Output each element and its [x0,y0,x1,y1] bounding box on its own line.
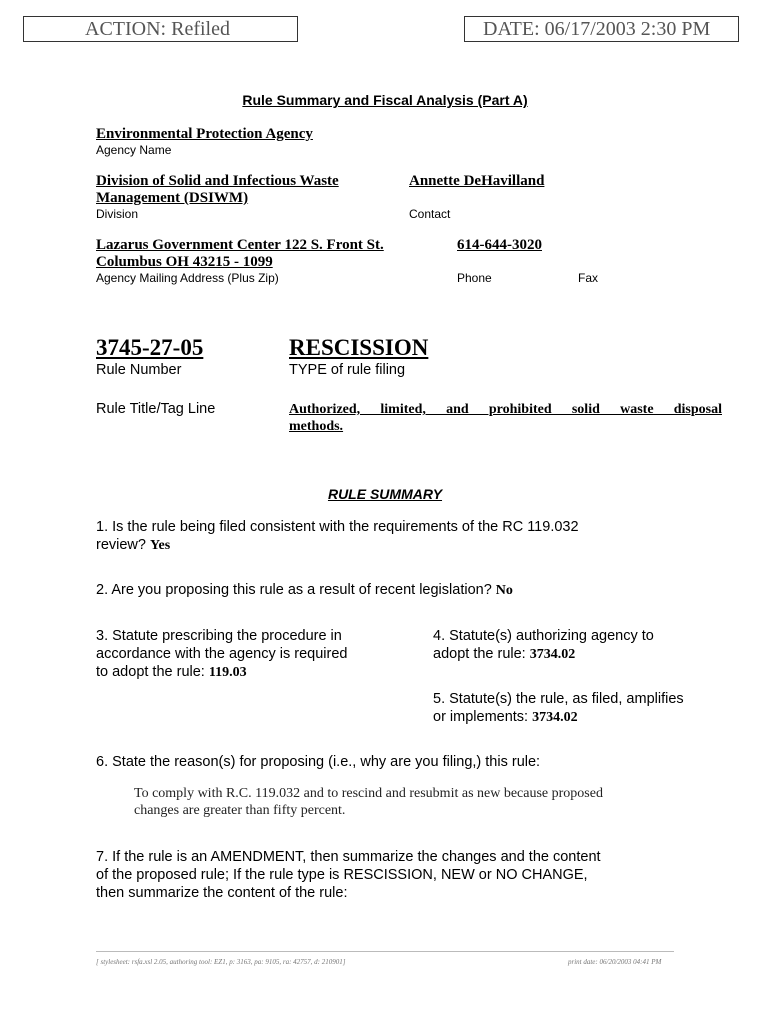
q4-line2 [433,645,575,664]
q5-line2 [433,708,578,727]
date-box: DATE: 06/17/2003 2:30 PM [464,16,739,42]
address-line2: Columbus OH 43215 - 1099 [96,254,273,270]
address-line1: Lazarus Government Center 122 S. Front St. [96,237,384,253]
rule-number: 3745-27-05 [96,335,204,360]
q6: 6. State the reason(s) for proposing (i.e., why are you filing,) this rule: [96,754,541,770]
fax-label: Fax [578,271,599,285]
q1-answer: Yes [150,538,171,553]
q2-answer: No [495,583,513,598]
q1-line2-text: review? [96,537,146,553]
q3-line2: accordance with the agency is required [96,646,348,662]
address-label: Agency Mailing Address (Plus Zip) [96,271,279,285]
q3-line3 [96,663,247,682]
footer-rule [96,951,674,952]
division-line1: Division of Solid and Infectious Waste [96,173,339,189]
q2 [96,581,513,600]
division-line2: Management (DSIWM) [96,190,249,206]
footer-print-date: print date: 06/20/2003 04:41 PM [568,958,662,966]
agency-name-label: Agency Name [96,143,172,157]
q5-line1: 5. Statute(s) the rule, as filed, amplifies [433,691,684,707]
q1-line2 [96,536,170,555]
footer-stylesheet: [ stylesheet: rsfa.xsl 2.05, authoring tool: EZ1, p: 3163, pa: 9105, ra: 42757, d: 210901] [96,958,346,966]
q3-line3-text: to adopt the rule: [96,664,205,680]
q4-answer: 3734.02 [529,647,576,662]
q7-line1: 7. If the rule is an AMENDMENT, then summarize the changes and the content [96,849,601,865]
phone-number: 614-644-3020 [457,237,542,253]
division-label: Division [96,207,139,221]
q5-line2-text: or implements: [433,709,529,725]
q3-line1: 3. Statute prescribing the procedure in [96,628,342,644]
q7-line2: of the proposed rule; If the rule type is RESCISSION, NEW or NO CHANGE, [96,867,588,883]
q2-text: 2. Are you proposing this rule as a result of recent legislation? [96,582,492,598]
q5-answer: 3734.02 [532,710,578,725]
rule-type-label: TYPE of rule filing [289,362,406,378]
rule-type: RESCISSION [289,335,429,360]
q1-line1: 1. Is the rule being filed consistent with the requirements of the RC 119.032 [96,519,579,535]
q6-answer-line1: To comply with R.C. 119.032 and to rescind and resubmit as new because proposed [134,786,603,801]
rule-title-line1: Authorized, limited, and prohibited solid waste disposal [289,402,722,417]
q3-answer: 119.03 [208,665,247,680]
rule-title-label: Rule Title/Tag Line [96,401,216,417]
contact-label: Contact [409,207,451,221]
rule-title-line2: methods. [289,419,344,434]
form-title: Rule Summary and Fiscal Analysis (Part A) [242,92,528,108]
q6-answer-line2: changes are greater than fifty percent. [134,803,346,818]
action-box: ACTION: Refiled [23,16,298,42]
q4-line1: 4. Statute(s) authorizing agency to [433,628,654,644]
q7-line3: then summarize the content of the rule: [96,885,348,901]
contact-name: Annette DeHavilland [409,173,545,189]
agency-name: Environmental Protection Agency [96,126,313,142]
q4-line2-text: adopt the rule: [433,646,526,662]
phone-label: Phone [457,271,492,285]
rule-number-label: Rule Number [96,362,182,378]
rule-summary-heading: RULE SUMMARY [327,486,443,502]
